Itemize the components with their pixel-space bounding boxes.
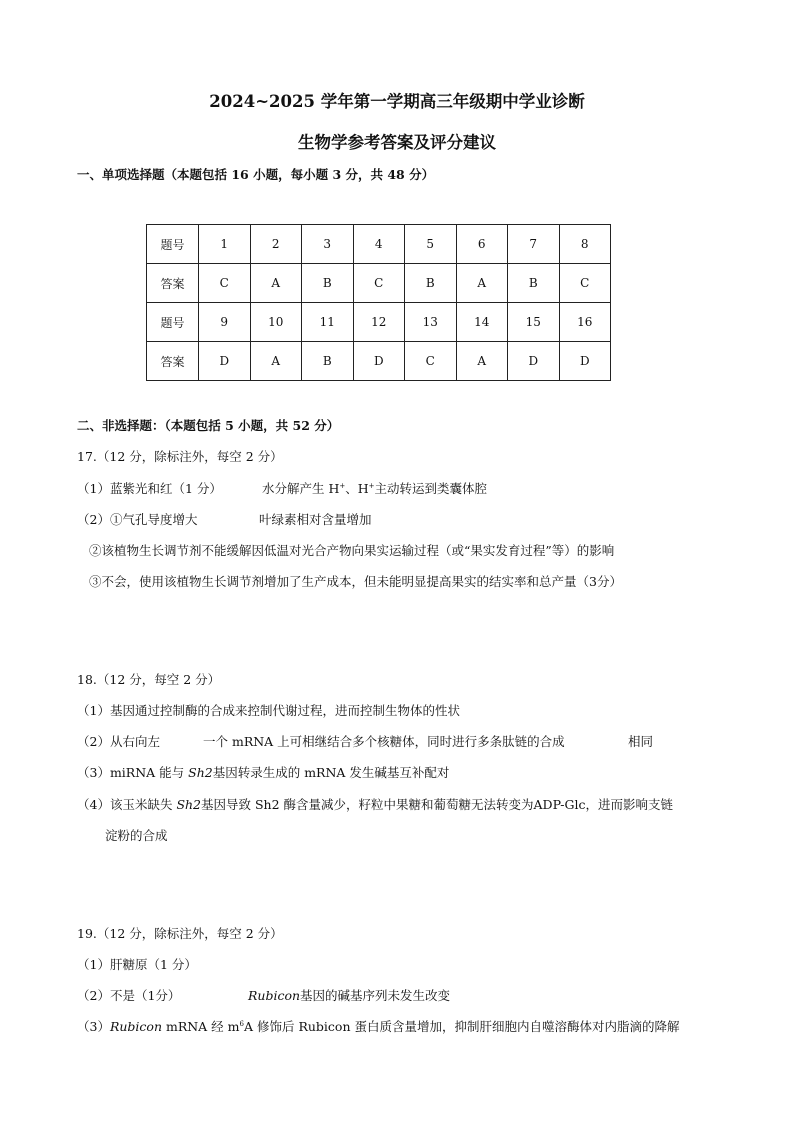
table-row: [147, 303, 611, 342]
q17-answer-2d: ③不会，使用该植物生长调节剂增加了生产成本，但未能明显提高果实的结实率和总产量（3分）: [89, 574, 622, 589]
table-cell: C: [405, 342, 457, 381]
table-cell: 12: [353, 303, 405, 342]
table-cell: C: [199, 264, 251, 303]
table-row: [147, 225, 611, 264]
q18-answer-4-cont: 淀粉的合成: [105, 828, 168, 843]
table-cell: 5: [405, 225, 457, 264]
table-cell: D: [199, 342, 251, 381]
table-row: [147, 342, 611, 381]
table-cell: 3: [302, 225, 354, 264]
row-label: 题号: [147, 303, 199, 342]
table-cell: B: [508, 264, 560, 303]
table-cell: 10: [250, 303, 302, 342]
table-cell: 13: [405, 303, 457, 342]
q18-answer-4: （4）该玉米缺失 Sh2基因导致 Sh2 酶含量减少，籽粒中果糖和葡萄糖无法转变为ADP-Glc，进而影响支链: [77, 797, 674, 812]
table-cell: D: [559, 342, 611, 381]
table-cell: 7: [508, 225, 560, 264]
table-cell: D: [508, 342, 560, 381]
q17-heading: 17.（12 分，除标注外，每空 2 分）: [77, 449, 283, 464]
q19-answer-3: （3）Rubicon mRNA 经 $m^6A$ 修饰后 Rubicon 蛋白质含量增加，抑制肝细胞内自噬溶酶体对内脂滴的降解: [77, 1019, 680, 1034]
row-label: 答案: [147, 264, 199, 303]
table-cell: 9: [199, 303, 251, 342]
q18-answer-2b: 一个 mRNA 上可相继结合多个核糖体，同时进行多条肽链的合成: [203, 734, 565, 749]
section-heading-non-choice: 二、非选择题：（本题包括 5 小题，共 52 分）: [77, 418, 340, 433]
q18-heading: 18.（12 分，每空 2 分）: [77, 672, 221, 687]
table-cell: 8: [559, 225, 611, 264]
q17-answer-1b: 水分解产生 H+、H+主动转运到类囊体腔: [262, 481, 488, 496]
table-cell: 2: [250, 225, 302, 264]
table-cell: B: [302, 264, 354, 303]
q17-answer-1a: （1）蓝紫光和红（1 分）: [77, 481, 222, 496]
q19-answer-2b: Rubicon基因的碱基序列未发生改变: [248, 988, 451, 1003]
table-cell: D: [353, 342, 405, 381]
q18-answer-2a: （2）从右向左: [77, 734, 160, 749]
table-cell: A: [250, 264, 302, 303]
document-title: 2024~2025 学年第一学期高三年级期中学业诊断: [209, 92, 585, 111]
table-cell: 16: [559, 303, 611, 342]
table-cell: A: [456, 342, 508, 381]
q19-answer-1: （1）肝糖原（1 分）: [77, 957, 197, 972]
table-cell: 4: [353, 225, 405, 264]
row-label: 答案: [147, 342, 199, 381]
document-subtitle: 生物学参考答案及评分建议: [298, 133, 496, 152]
q17-answer-2a: （2）①气孔导度增大: [77, 512, 198, 527]
table-cell: 1: [199, 225, 251, 264]
table-row: [147, 264, 611, 303]
table-cell: C: [559, 264, 611, 303]
q19-answer-2a: （2）不是（1分）: [77, 988, 181, 1003]
q17-answer-2b: 叶绿素相对含量增加: [259, 512, 372, 527]
q19-heading: 19.（12 分，除标注外，每空 2 分）: [77, 926, 283, 941]
q18-answer-2c: 相同: [628, 734, 654, 749]
table-cell: 15: [508, 303, 560, 342]
q18-answer-1: （1）基因通过控制酶的合成来控制代谢过程，进而控制生物体的性状: [77, 703, 460, 718]
table-cell: A: [250, 342, 302, 381]
section-heading-single-choice: 一、单项选择题（本题包括 16 小题，每小题 3 分，共 48 分）: [77, 167, 435, 182]
row-label: 题号: [147, 225, 199, 264]
table-cell: 11: [302, 303, 354, 342]
table-cell: 14: [456, 303, 508, 342]
q17-answer-2c: ②该植物生长调节剂不能缓解因低温对光合产物向果实运输过程（或“果实发育过程”等）的影响: [89, 543, 615, 558]
table-cell: 6: [456, 225, 508, 264]
table-cell: A: [456, 264, 508, 303]
table-cell: B: [302, 342, 354, 381]
table-cell: B: [405, 264, 457, 303]
q18-answer-3: （3）miRNA 能与 Sh2基因转录生成的 mRNA 发生碱基互补配对: [77, 765, 450, 780]
answer-table: [146, 224, 611, 381]
table-cell: C: [353, 264, 405, 303]
